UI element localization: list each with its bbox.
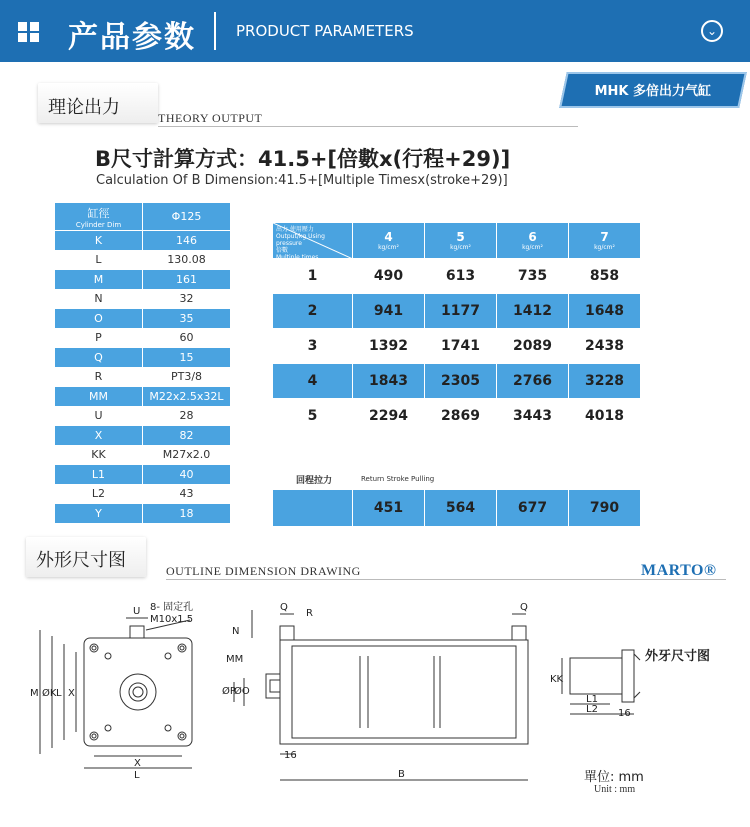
front-view-rod — [129, 683, 147, 701]
return-stroke-table — [272, 489, 641, 527]
dim-value-cell: 35 — [143, 309, 231, 329]
table-row — [55, 426, 231, 446]
dim-key-cell: N — [55, 289, 143, 309]
unit-label-en: Unit : mm — [594, 784, 636, 795]
table-row — [55, 406, 231, 426]
output-value-cell: 1741 — [425, 329, 497, 364]
dim-value-cell: 43 — [143, 484, 231, 504]
table-row — [55, 270, 231, 290]
dim-key-cell: Q — [55, 348, 143, 368]
output-table — [272, 222, 641, 434]
table-row — [55, 484, 231, 504]
dim-key-cell: Y — [55, 504, 143, 524]
output-value-cell: 2766 — [497, 364, 569, 399]
side-view-body — [280, 640, 528, 744]
output-value-cell: 1177 — [425, 294, 497, 329]
dim-header-key: 缸徑 Cylinder Dim — [55, 203, 143, 231]
output-value-cell: 858 — [569, 259, 641, 294]
grid-icon — [18, 22, 40, 42]
dim-key-cell: L2 — [55, 484, 143, 504]
return-stroke-value: 677 — [497, 490, 569, 527]
output-value-cell: 490 — [353, 259, 425, 294]
table-row — [55, 289, 231, 309]
return-stroke-label: 回程拉力 — [296, 476, 333, 486]
dim-label-l: L — [56, 688, 62, 699]
dim-key-cell: L — [55, 250, 143, 270]
pressure-header: 7 kg/cm² — [569, 223, 641, 259]
table-row — [55, 367, 231, 387]
dim-header-val: Φ125 — [143, 203, 231, 231]
output-value-cell: 941 — [353, 294, 425, 329]
section-title-outline: 外形尺寸图 — [36, 550, 126, 571]
output-value-cell: 2294 — [353, 399, 425, 434]
thread-view-rod — [570, 658, 622, 694]
dim-key-cell: K — [55, 231, 143, 251]
brand-logo: MARTO® — [641, 562, 717, 579]
dim-label-l1: L1 — [586, 694, 598, 705]
dim-value-cell: M22x2.5x32L — [143, 387, 231, 407]
multiple-cell: 3 — [273, 329, 353, 364]
dim-label-n: N — [232, 626, 240, 637]
output-value-cell: 2305 — [425, 364, 497, 399]
dim-value-cell: M27x2.0 — [143, 445, 231, 465]
output-value-cell: 735 — [497, 259, 569, 294]
multiple-cell: 4 — [273, 364, 353, 399]
formula-cn: B尺寸計算方式：41.5+[倍數x(行程+29)] — [95, 147, 511, 171]
dim-key-cell: L1 — [55, 465, 143, 485]
output-value-cell: 2869 — [425, 399, 497, 434]
table-row — [55, 465, 231, 485]
output-value-cell: 613 — [425, 259, 497, 294]
thread-title: 外牙尺寸图 — [645, 649, 711, 664]
outline-drawing — [0, 590, 750, 827]
output-value-cell: 2438 — [569, 329, 641, 364]
table-row — [273, 294, 641, 329]
dim-value-cell: 146 — [143, 231, 231, 251]
output-value-cell: 1392 — [353, 329, 425, 364]
section-title-theory: 理论出力 — [48, 97, 120, 118]
dim-value-cell: PT3/8 — [143, 367, 231, 387]
dim-label-mm: MM — [226, 654, 244, 665]
return-stroke-value: 451 — [353, 490, 425, 527]
dim-label-u: U — [133, 606, 141, 617]
table-row — [55, 445, 231, 465]
dim-value-cell: 82 — [143, 426, 231, 446]
table-row — [273, 223, 641, 259]
chevron-down-icon[interactable]: ⌄ — [701, 20, 723, 42]
table-row — [55, 250, 231, 270]
table-row — [55, 348, 231, 368]
dim-value-cell: 60 — [143, 328, 231, 348]
dim-label-q2: Q — [520, 602, 528, 613]
table-row — [55, 309, 231, 329]
dim-key-cell: MM — [55, 387, 143, 407]
dim-key-cell: O — [55, 309, 143, 329]
output-value-cell: 2089 — [497, 329, 569, 364]
dim-label-x2: X — [134, 758, 141, 769]
dim-label-16: 16 — [284, 750, 297, 761]
table-row — [273, 329, 641, 364]
dim-value-cell: 161 — [143, 270, 231, 290]
pressure-header: 5 kg/cm² — [425, 223, 497, 259]
output-corner-header: 出力 使用壓力 Output/kg Using pressure 倍數 Multiple times — [273, 223, 353, 259]
output-value-cell: 3228 — [569, 364, 641, 399]
dim-value-cell: 40 — [143, 465, 231, 485]
dim-value-cell: 130.08 — [143, 250, 231, 270]
dim-label-x: X — [68, 688, 75, 699]
dim-label-q: Q — [280, 602, 288, 613]
header-title-cn: 产品参数 — [68, 20, 196, 55]
section-subtitle-theory: THEORY OUTPUT — [158, 111, 263, 125]
dim-label-oo: ØO — [234, 686, 250, 697]
table-row — [273, 490, 641, 527]
output-value-cell: 1648 — [569, 294, 641, 329]
front-view-plate — [84, 638, 192, 746]
table-row — [273, 399, 641, 434]
dim-label-op: ØP — [222, 686, 236, 697]
header-divider — [214, 12, 216, 50]
table-row — [273, 259, 641, 294]
output-value-cell: 1843 — [353, 364, 425, 399]
front-view-rod-boss — [120, 674, 156, 710]
header-title-en: PRODUCT PARAMETERS — [236, 22, 414, 40]
table-row — [55, 504, 231, 524]
header-bar — [0, 0, 750, 62]
unit-label: 單位: mm — [584, 770, 644, 785]
formula-en: Calculation Of B Dimension:41.5+[Multiple Timesx(stroke+29)] — [96, 173, 508, 188]
dim-value-cell: 15 — [143, 348, 231, 368]
table-row — [273, 364, 641, 399]
dim-key-cell: U — [55, 406, 143, 426]
return-stroke-label-en: Return Stroke Pulling — [361, 475, 435, 483]
table-row — [55, 328, 231, 348]
dim-key-cell: KK — [55, 445, 143, 465]
dim-value-cell: 28 — [143, 406, 231, 426]
product-badge: MHK 多倍出力气缸 — [559, 72, 747, 108]
dimension-table — [54, 202, 231, 524]
table-row — [55, 231, 231, 251]
holes-label-1: 8- 固定孔 — [150, 602, 194, 613]
dim-label-ok: ØK — [42, 688, 57, 699]
pressure-header: 4 kg/cm² — [353, 223, 425, 259]
return-stroke-value: 564 — [425, 490, 497, 527]
table-row — [55, 387, 231, 407]
dim-label-b: B — [398, 769, 405, 780]
dim-key-cell: M — [55, 270, 143, 290]
dim-key-cell: P — [55, 328, 143, 348]
dim-label-kk: KK — [550, 674, 564, 685]
dim-value-cell: 32 — [143, 289, 231, 309]
dim-label-m: M — [30, 688, 39, 699]
dim-label-l2b: L2 — [586, 704, 598, 715]
return-stroke-value: 790 — [569, 490, 641, 527]
section-divider — [158, 126, 578, 127]
output-value-cell: 4018 — [569, 399, 641, 434]
multiple-cell: 5 — [273, 399, 353, 434]
dim-label-r: R — [306, 608, 313, 619]
pressure-header: 6 kg/cm² — [497, 223, 569, 259]
output-value-cell: 3443 — [497, 399, 569, 434]
multiple-cell: 1 — [273, 259, 353, 294]
holes-label-2: M10x1.5 — [150, 614, 194, 625]
dim-key-cell: X — [55, 426, 143, 446]
return-stroke-blank — [273, 490, 353, 527]
dim-key-cell: R — [55, 367, 143, 387]
multiple-cell: 2 — [273, 294, 353, 329]
table-row — [55, 203, 231, 231]
output-value-cell: 1412 — [497, 294, 569, 329]
dim-value-cell: 18 — [143, 504, 231, 524]
dim-label-16b: 16 — [618, 708, 631, 719]
dim-label-l2: L — [134, 770, 140, 781]
section-subtitle-outline: OUTLINE DIMENSION DRAWING — [166, 564, 361, 578]
